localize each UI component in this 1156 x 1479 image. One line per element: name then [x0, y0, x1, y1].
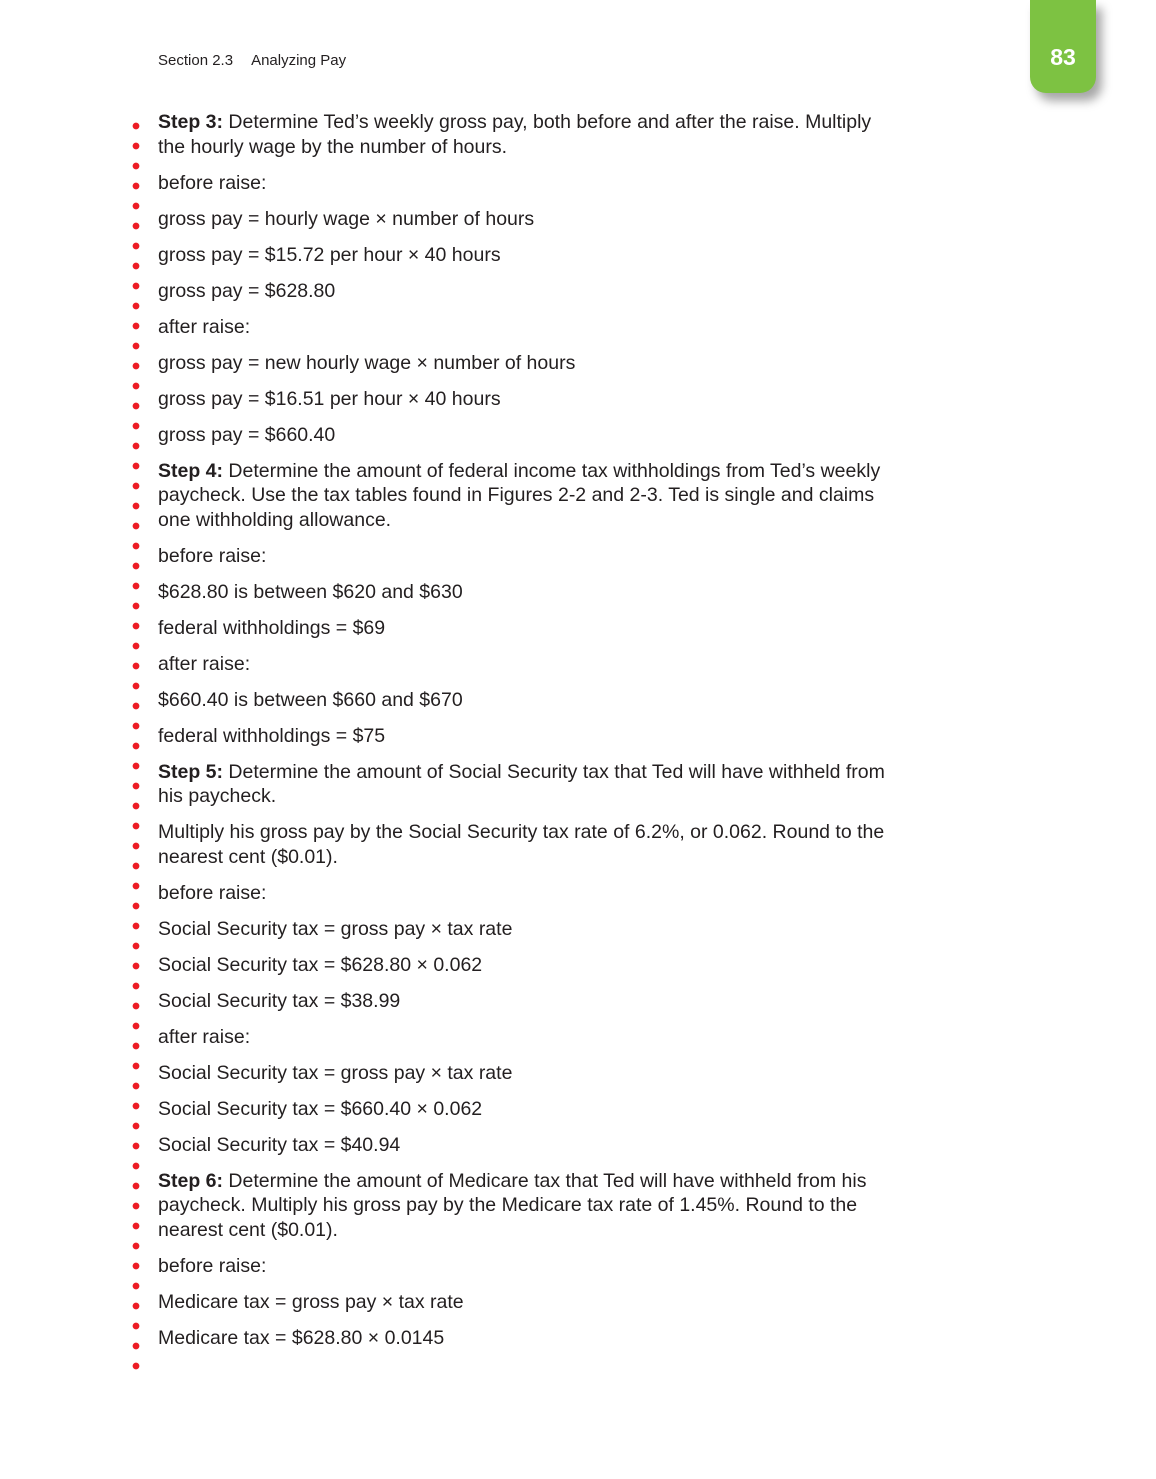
line-gross-calc-new: gross pay = $16.51 per hour × 40 hours [158, 387, 501, 410]
line-ss-calc: Social Security tax = $628.80 × 0.062 [158, 953, 483, 976]
page-number-tab [1030, 0, 1096, 93]
line-medicare-formula: Medicare tax = gross pay × tax rate [158, 1290, 464, 1313]
line-ss-calc-new: Social Security tax = $660.40 × 0.062 [158, 1097, 483, 1120]
worked-example [158, 110, 898, 1362]
step-3-label: Step 3: [158, 111, 224, 133]
line-bracket: $628.80 is between $620 and $630 [158, 580, 463, 603]
line-before-raise: before raise: [158, 881, 267, 904]
step-4-label: Step 4: [158, 459, 224, 482]
line-before-raise: before raise: [158, 544, 267, 567]
step-5-text: Determine the amount of Social Security tax that Ted will have withheld from his paycheck. [158, 760, 885, 807]
line-ss-formula-new: Social Security tax = gross pay × tax rate [158, 1061, 513, 1084]
step-4-paragraph [158, 459, 898, 533]
line-ss-formula: Social Security tax = gross pay × tax rate [158, 917, 513, 940]
line-after-raise: after raise: [158, 315, 251, 338]
line-bracket-new: $660.40 is between $660 and $670 [158, 688, 463, 711]
step-6-paragraph [158, 1169, 898, 1243]
step-5-label: Step 5: [158, 760, 224, 783]
step-4-text: Determine the amount of federal income tax withholdings from Ted’s weekly paycheck. Use the tax tables found in Figures 2-2 and 2-3. Ted is single and claims one withholding allowance. [158, 459, 881, 531]
line-ss-instruction: Multiply his gross pay by the Social Security tax rate of 6.2%, or 0.062. Round to the nearest cent ($0.01). [158, 821, 885, 868]
line-before-raise: before raise: [158, 1254, 267, 1277]
line-federal-withholdings: federal withholdings = $69 [158, 616, 386, 639]
page-number: 83 [1050, 44, 1076, 70]
line-gross-calc: gross pay = $15.72 per hour × 40 hours [158, 243, 501, 266]
line-federal-withholdings-new: federal withholdings = $75 [158, 724, 386, 747]
section-title: Analyzing Pay [251, 52, 347, 69]
line-after-raise: after raise: [158, 652, 251, 675]
line-ss-result-new: Social Security tax = $40.94 [158, 1133, 401, 1156]
line-gross-formula: gross pay = hourly wage × number of hours [158, 207, 535, 230]
line-medicare-calc: Medicare tax = $628.80 × 0.0145 [158, 1326, 445, 1349]
line-gross-result: gross pay = $628.80 [158, 279, 336, 302]
line-gross-result-new: gross pay = $660.40 [158, 423, 336, 446]
step-6-label: Step 6: [158, 1169, 224, 1192]
line-gross-formula-new: gross pay = new hourly wage × number of hours [158, 351, 576, 374]
running-header [158, 52, 346, 69]
red-dotted-margin-rule [132, 116, 140, 1371]
line-ss-result: Social Security tax = $38.99 [158, 989, 401, 1012]
line-before-raise: before raise: [158, 171, 267, 194]
line-after-raise: after raise: [158, 1025, 251, 1048]
section-number: Section 2.3 [158, 52, 234, 69]
step-3-paragraph [158, 110, 898, 159]
step-6-text: Determine the amount of Medicare tax that Ted will have withheld from his paycheck. Multiply his gross pay by the Medicare tax rate of 1.45%. Round to the nearest cent ($0.01). [158, 1169, 867, 1241]
step-3-text: Determine Ted’s weekly gross pay, both before and after the raise. Multiply the hourly wage by the number of hours. [158, 111, 872, 158]
step-5-paragraph [158, 760, 898, 809]
